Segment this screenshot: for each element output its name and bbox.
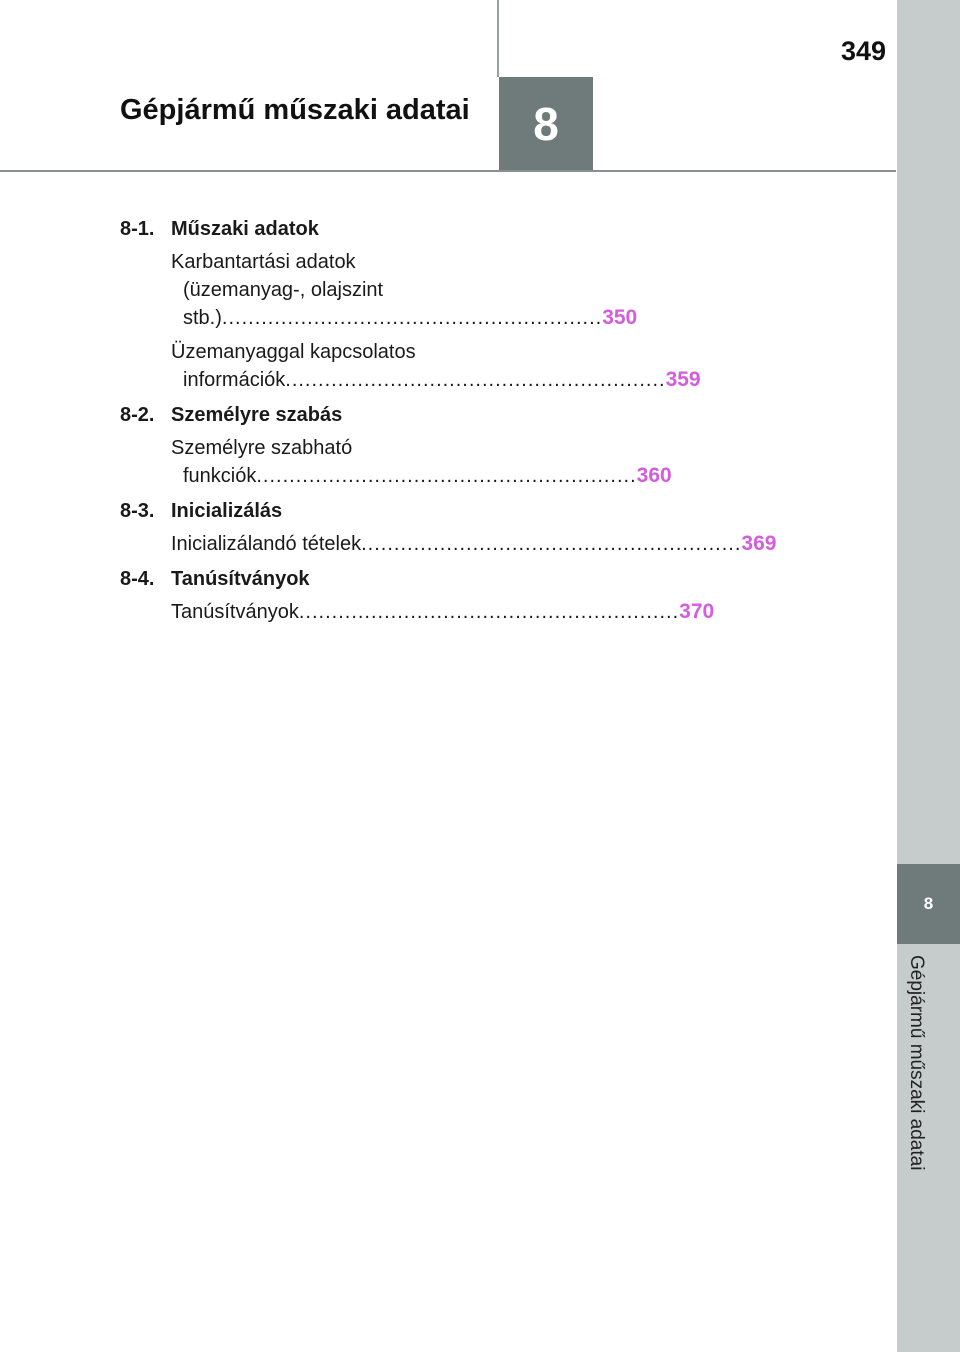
toc-section bbox=[120, 212, 465, 246]
toc-entry[interactable] bbox=[171, 336, 701, 398]
side-chapter-label: Gépjármű műszaki adatai bbox=[906, 955, 927, 1171]
entry-leader-line bbox=[171, 598, 715, 626]
chapter-title: Gépjármű műszaki adatai bbox=[120, 94, 470, 126]
entry-text-line: (üzemanyag-, olajszint bbox=[183, 279, 384, 301]
section-number: 8-4. bbox=[120, 568, 155, 590]
toc-section bbox=[120, 562, 465, 596]
dot-leader: .......................................................... bbox=[285, 369, 666, 391]
page-link[interactable]: 369 bbox=[741, 532, 777, 555]
page-link[interactable]: 350 bbox=[602, 306, 638, 329]
entry-text-line: Tanúsítványok bbox=[171, 601, 299, 623]
entry-text-line: funkciók bbox=[183, 465, 257, 487]
page-link[interactable]: 360 bbox=[636, 464, 672, 487]
page-number: 349 bbox=[840, 36, 886, 66]
section-title: Inicializálás bbox=[171, 500, 283, 522]
section-number: 8-1. bbox=[120, 218, 155, 240]
section-number: 8-3. bbox=[120, 500, 155, 522]
entry-leader-line bbox=[171, 462, 672, 490]
page-link[interactable]: 359 bbox=[665, 368, 701, 391]
toc-entry[interactable] bbox=[171, 246, 638, 336]
dot-leader: .......................................................... bbox=[221, 307, 603, 329]
toc-entry[interactable] bbox=[171, 528, 777, 562]
toc-section bbox=[120, 398, 465, 432]
chapter-number-box: 8 bbox=[499, 77, 593, 171]
entry-text-line: Inicializálandó tételek bbox=[171, 533, 362, 555]
dot-leader: .......................................................... bbox=[361, 533, 742, 555]
header-rule bbox=[0, 170, 896, 172]
dot-leader: .......................................................... bbox=[298, 601, 680, 623]
entry-text-line: stb.) bbox=[183, 307, 222, 329]
entry-text-line: Üzemanyaggal kapcsolatos bbox=[171, 341, 416, 363]
entry-leader-line bbox=[171, 304, 638, 332]
entry-text-line: információk bbox=[183, 369, 286, 391]
section-number: 8-2. bbox=[120, 404, 155, 426]
entry-text-line: Karbantartási adatok bbox=[171, 251, 356, 273]
entry-leader-line bbox=[171, 530, 777, 558]
dot-leader: .......................................................... bbox=[256, 465, 637, 487]
toc-section bbox=[120, 494, 465, 528]
entry-text-line: Személyre szabható bbox=[171, 437, 353, 459]
header-divider bbox=[497, 0, 499, 77]
side-chapter-tab[interactable]: 8 bbox=[897, 864, 960, 944]
section-title: Tanúsítványok bbox=[171, 568, 310, 590]
table-of-contents bbox=[120, 212, 777, 630]
entry-leader-line bbox=[171, 366, 701, 394]
page-link[interactable]: 370 bbox=[679, 600, 715, 623]
toc-entry[interactable] bbox=[171, 432, 672, 494]
section-title: Műszaki adatok bbox=[171, 218, 319, 240]
toc-entry[interactable] bbox=[171, 596, 715, 630]
section-title: Személyre szabás bbox=[171, 404, 343, 426]
